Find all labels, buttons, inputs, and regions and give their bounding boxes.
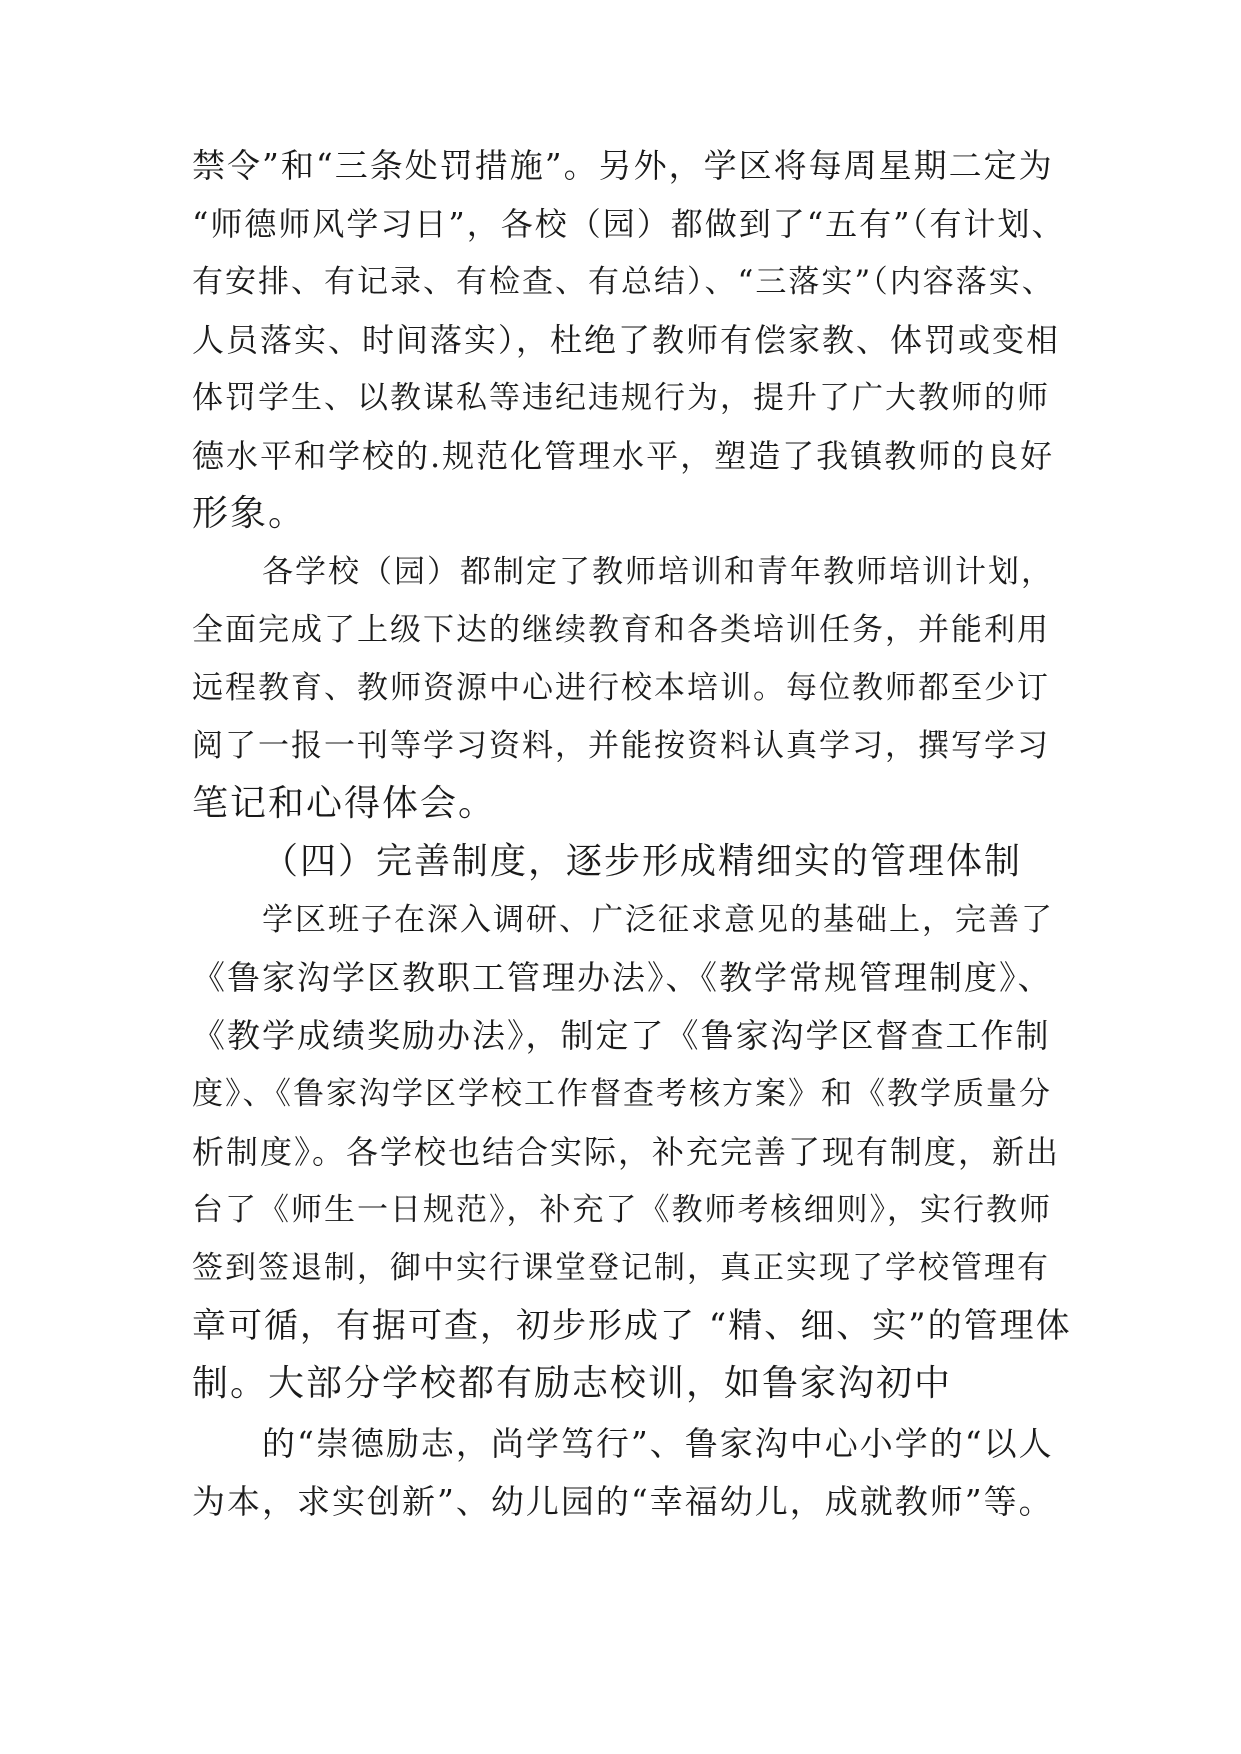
text-line: 禁令”和“三条处罚措施”。另外，学区将每周星期二定为: [192, 146, 1054, 185]
text-line: 德水平和学校的.规范化管理水平，塑造了我镇教师的良好: [192, 437, 1055, 475]
text-line: 制。大部分学校都有励志校训，如鲁家沟初中: [192, 1363, 953, 1404]
text-line: 远程教育、教师资源中心进行校本培训。每位教师都至少订: [192, 670, 1050, 706]
text-line: 度》、《鲁家沟学区学校工作督查考核方案》和《教学质量分: [192, 1076, 1052, 1112]
text-line: 为本，求实创新”、幼儿园的“幸福幼儿，成就教师”等。: [192, 1482, 1054, 1521]
text-line: 章可循，有据可查，初步形成了 “精、细、实”的管理体: [192, 1306, 1072, 1346]
text-line: 《鲁家沟学区教职工管理办法》、《教学常规管理制度》、: [192, 958, 1053, 997]
text-line: 有安排、有记录、有检查、有总结）、“三落实”（内容落实、: [192, 264, 1055, 300]
text-line: 台了《师生一日规范》，补充了《教师考核细则》，实行教师: [192, 1192, 1052, 1228]
text-line: 签到签退制，御中实行课堂登记制，真正实现了学校管理有: [192, 1250, 1050, 1286]
text-line: 阅了一报一刊等学习资料，并能按资料认真学习，撰写学习: [192, 728, 1050, 764]
paragraph-first-line: 的“崇德励志，尚学笃行”、鲁家沟中心小学的“以人: [262, 1424, 1054, 1463]
text-line: 笔记和心得体会。: [192, 783, 497, 824]
section-heading: （四）完善制度，逐步形成精细实的管理体制: [262, 841, 1023, 882]
text-line: 《教学成绩奖励办法》，制定了《鲁家沟学区督查工作制: [192, 1016, 1051, 1055]
paragraph-first-line: 学区班子在深入调研、广泛征求意见的基础上，完善了: [262, 902, 1054, 938]
text-line: 析制度》。各学校也结合实际，补充完善了现有制度，新出: [192, 1133, 1061, 1171]
text-line: 体罚学生、以教谋私等违纪违规行为，提升了广大教师的师: [192, 380, 1050, 416]
paragraph-first-line: 各学校（园）都制定了教师培训和青年教师培训计划，: [262, 554, 1054, 590]
text-line: 人员落实、时间落实），杜绝了教师有偿家教、体罚或变相: [192, 321, 1061, 359]
text-line: 形象。: [192, 493, 307, 534]
text-line: “师德师风学习日”，各校（园）都做到了“五有”（有计划、: [192, 205, 1066, 243]
text-line: 全面完成了上级下达的继续教育和各类培训任务，并能利用: [192, 612, 1050, 648]
